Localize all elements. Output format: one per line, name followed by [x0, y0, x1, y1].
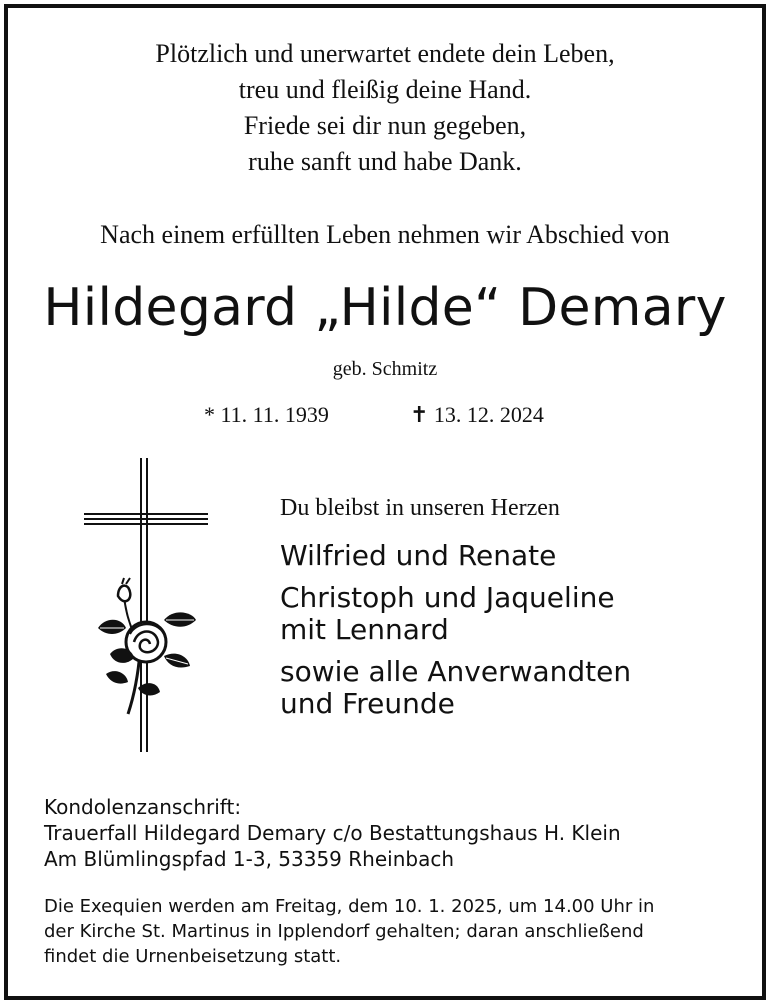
funeral-info-line: der Kirche St. Martinus in Ipplendorf gehalten; daran anschließend: [44, 921, 644, 942]
condolence-address: [44, 794, 621, 872]
poem-line: treu und fleißig deine Hand.: [238, 75, 532, 104]
death-date: ✝ 13. 12. 2024: [410, 402, 544, 427]
family-line: sowie alle Anverwandten: [280, 655, 632, 688]
condolence-line: Am Blümlingspfad 1-3, 53359 Rheinbach: [44, 847, 454, 871]
poem-line: Friede sei dir nun gegeben,: [243, 111, 527, 140]
family-line: Wilfried und Renate: [280, 539, 557, 572]
cross-with-rose-icon: [78, 456, 218, 756]
birth-name: geb. Schmitz: [332, 358, 438, 380]
poem-line: ruhe sanft und habe Dank.: [248, 147, 522, 176]
funeral-info-line: findet die Urnenbeisetzung statt.: [44, 946, 342, 967]
condolence-line: Trauerfall Hildegard Demary c/o Bestattungshaus H. Klein: [44, 821, 621, 845]
poem: [8, 36, 762, 180]
poem-line: Plötzlich und unerwartet endete dein Leben,: [155, 39, 615, 68]
family-line: mit Lennard: [280, 613, 449, 646]
funeral-info-line: Die Exequien werden am Freitag, dem 10. 1. 2025, um 14.00 Uhr in: [44, 896, 655, 917]
obituary-notice: [4, 4, 766, 1000]
deceased-name: Hildegard „Hilde“ Demary: [43, 278, 727, 338]
condolence-heading: Kondolenzanschrift:: [44, 795, 242, 819]
family-line: Christoph und Jaqueline: [280, 581, 615, 614]
funeral-info: [44, 894, 654, 969]
motto: Du bleibst in unseren Herzen: [280, 495, 560, 521]
family-line: und Freunde: [280, 687, 455, 720]
birth-date: * 11. 11. 1939: [204, 402, 329, 427]
family-list: [280, 540, 631, 720]
farewell-intro: Nach einem erfüllten Leben nehmen wir Abschied von: [100, 220, 670, 249]
